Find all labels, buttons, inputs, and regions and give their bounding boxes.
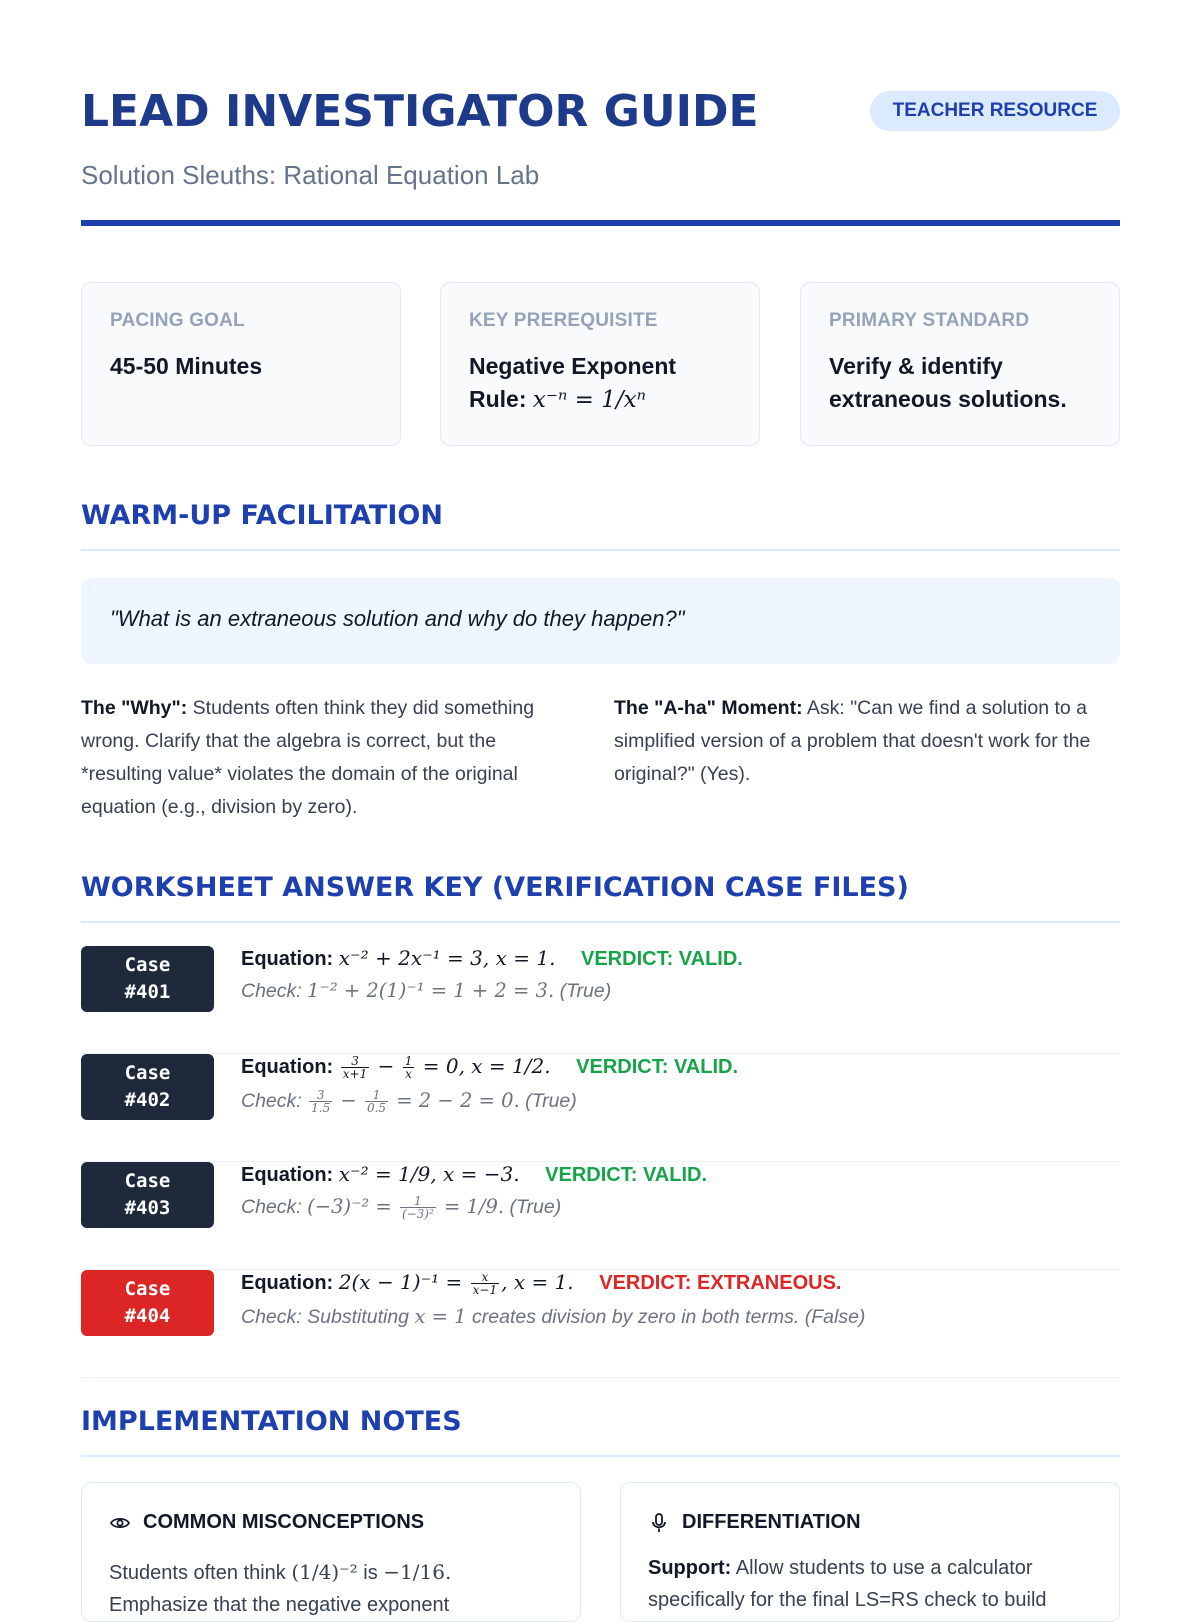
section-heading: WORKSHEET ANSWER KEY (VERIFICATION CASE FILES): [81, 872, 909, 903]
check-text: creates division by zero in both terms. (False): [466, 1306, 866, 1328]
case-check: [241, 979, 611, 1003]
why-text: Students often think they did something wrong. Clarify that the algebra is correct, but the *resulting value* violates the domain of the original equation (e.g., division by zero).: [81, 697, 535, 818]
warmup-section: [81, 500, 1120, 551]
case-row: [81, 1162, 1120, 1270]
case-equation: [241, 1162, 707, 1187]
note-label: Support:: [648, 1557, 732, 1579]
card-value: Verify & identify extraneous solutions.: [829, 353, 1067, 413]
header-divider: [81, 220, 1120, 226]
fraction-denominator: x+1: [342, 1067, 368, 1082]
case-badge-number: #404: [124, 1305, 171, 1327]
card-label: KEY PREREQUISITE: [469, 310, 658, 331]
case-badge-word: Case: [124, 1278, 171, 1300]
card-value-math: x⁻ⁿ = 1/xⁿ: [532, 387, 646, 414]
page-title: LEAD INVESTIGATOR GUIDE: [81, 86, 759, 137]
verdict-valid: VERDICT: VALID.: [545, 1164, 708, 1186]
check-suffix: (True): [554, 980, 612, 1002]
fraction-numerator: 1: [400, 1195, 436, 1208]
fraction: [471, 1271, 499, 1296]
answer-key-section: [81, 872, 1120, 923]
equation-math: x⁻² = 1/9, x = −3.: [338, 1162, 520, 1186]
section-divider: [81, 1455, 1120, 1457]
case-check: [241, 1195, 561, 1220]
fraction: [403, 1055, 415, 1080]
section-divider: [81, 921, 1120, 923]
case-badge-word: Case: [124, 1170, 171, 1192]
check-suffix: (True): [519, 1090, 577, 1112]
fraction-numerator: x: [471, 1271, 499, 1284]
equation-label: Equation:: [241, 948, 334, 970]
verdict-valid: VERDICT: VALID.: [581, 948, 743, 970]
note-title: DIFFERENTIATION: [682, 1511, 861, 1533]
card-label: PACING GOAL: [110, 310, 245, 331]
check-text: Substituting: [307, 1306, 415, 1328]
guide-header: [81, 82, 1120, 142]
case-badge: [81, 1054, 214, 1120]
eye-icon: [109, 1512, 131, 1534]
case-equation: [241, 946, 743, 971]
case-badge: [81, 946, 214, 1012]
verdict-extraneous: VERDICT: EXTRANEOUS.: [599, 1272, 842, 1294]
primary-standard-card: [800, 282, 1120, 446]
equation-math: = 0, x = 1/2.: [416, 1054, 551, 1078]
case-badge-number: #401: [124, 981, 171, 1003]
case-row: [81, 1054, 1120, 1162]
card-value-text: Negative Exponent Rule:: [469, 353, 677, 413]
case-equation: [241, 1054, 738, 1080]
case-badge-number: #402: [124, 1089, 171, 1111]
check-suffix: (True): [504, 1196, 562, 1218]
fraction: [400, 1195, 436, 1220]
equation-operator: −: [371, 1054, 401, 1078]
case-equation: [241, 1270, 841, 1296]
equation-label: Equation:: [241, 1164, 334, 1186]
card-label: PRIMARY STANDARD: [829, 310, 1030, 331]
verdict-valid: VERDICT: VALID.: [576, 1056, 739, 1078]
case-row: [81, 1270, 1120, 1378]
fraction: [309, 1089, 332, 1114]
note-body: [648, 1552, 1092, 1616]
implementation-section: [81, 1406, 1120, 1457]
equation-math: 2(x − 1)⁻¹ =: [338, 1270, 469, 1294]
check-math: = 2 − 2 = 0.: [390, 1089, 520, 1112]
equation-label: Equation:: [241, 1272, 334, 1294]
case-badge: [81, 1270, 214, 1336]
check-math: x = 1: [414, 1305, 467, 1328]
misconceptions-card: [81, 1482, 581, 1622]
section-heading: IMPLEMENTATION NOTES: [81, 1406, 462, 1437]
fraction-denominator: x−1: [472, 1283, 498, 1298]
differentiation-card: [620, 1482, 1120, 1622]
fraction-numerator: 1: [365, 1089, 388, 1102]
warmup-quote-box: [81, 578, 1120, 664]
note-heading: [648, 1511, 1092, 1534]
card-value: 45-50 Minutes: [110, 353, 263, 379]
case-badge-number: #403: [124, 1197, 171, 1219]
why-label: The "Why":: [81, 697, 188, 719]
aha-label: The "A-ha" Moment:: [614, 697, 803, 719]
case-check: [241, 1305, 865, 1329]
equation-label: Equation:: [241, 1056, 334, 1078]
aha-paragraph: [614, 692, 1120, 791]
equation-math: x⁻² + 2x⁻¹ = 3, x = 1.: [338, 946, 556, 970]
check-label: Check:: [241, 980, 302, 1002]
pacing-goal-card: [81, 282, 401, 446]
case-badge: [81, 1162, 214, 1228]
note-text: Allow students to use a calculator specifically for the final LS=RS check to build: [648, 1557, 1047, 1611]
note-heading: [109, 1511, 553, 1534]
check-label: Check:: [241, 1306, 302, 1328]
note-math: (1/4)⁻²: [291, 1560, 358, 1584]
card-value: [469, 350, 732, 418]
microphone-icon: [648, 1512, 670, 1534]
note-text: is: [357, 1562, 384, 1584]
info-cards: [81, 282, 1120, 446]
fraction-denominator: 1.5: [311, 1101, 331, 1116]
key-prerequisite-card: [440, 282, 760, 446]
page-subtitle: Solution Sleuths: Rational Equation Lab: [81, 160, 540, 190]
fraction-numerator: 3: [309, 1089, 332, 1102]
aha-text: Ask: "Can we find a solution to a simplified version of a problem that doesn't work for the original?" (Yes).: [614, 697, 1091, 785]
note-title: COMMON MISCONCEPTIONS: [143, 1511, 425, 1533]
fraction: [365, 1089, 388, 1114]
fraction-numerator: 1: [404, 1054, 413, 1069]
note-body: [109, 1556, 553, 1621]
fraction-numerator: 3: [341, 1055, 369, 1068]
case-check: [241, 1089, 577, 1114]
teacher-resource-badge: TEACHER RESOURCE: [870, 91, 1120, 131]
check-math: 1⁻² + 2(1)⁻¹ = 1 + 2 = 3.: [307, 979, 555, 1002]
section-heading: WARM-UP FACILITATION: [81, 500, 443, 531]
note-text: Emphasize that the negative exponent: [109, 1594, 450, 1616]
check-math: (−3)⁻² =: [307, 1195, 398, 1218]
check-label: Check:: [241, 1196, 302, 1218]
fraction: [341, 1055, 369, 1080]
note-text: Students often think: [109, 1562, 292, 1584]
fraction-denominator: x: [405, 1067, 412, 1082]
fraction-denominator: 0.5: [366, 1101, 387, 1116]
note-math: −1/16.: [383, 1560, 452, 1584]
check-operator: −: [334, 1089, 363, 1112]
case-badge-word: Case: [124, 954, 171, 976]
check-math: = 1/9.: [437, 1195, 505, 1218]
check-label: Check:: [241, 1090, 302, 1112]
teacher-guide-page: [81, 0, 1120, 1616]
case-row: [81, 946, 1120, 1054]
why-paragraph: [81, 692, 581, 824]
warmup-quote: "What is an extraneous solution and why do they happen?": [110, 606, 685, 631]
equation-math: , x = 1.: [501, 1270, 574, 1294]
section-divider: [81, 549, 1120, 551]
case-badge-word: Case: [124, 1062, 171, 1084]
fraction-denominator: (−3)²: [401, 1207, 434, 1222]
